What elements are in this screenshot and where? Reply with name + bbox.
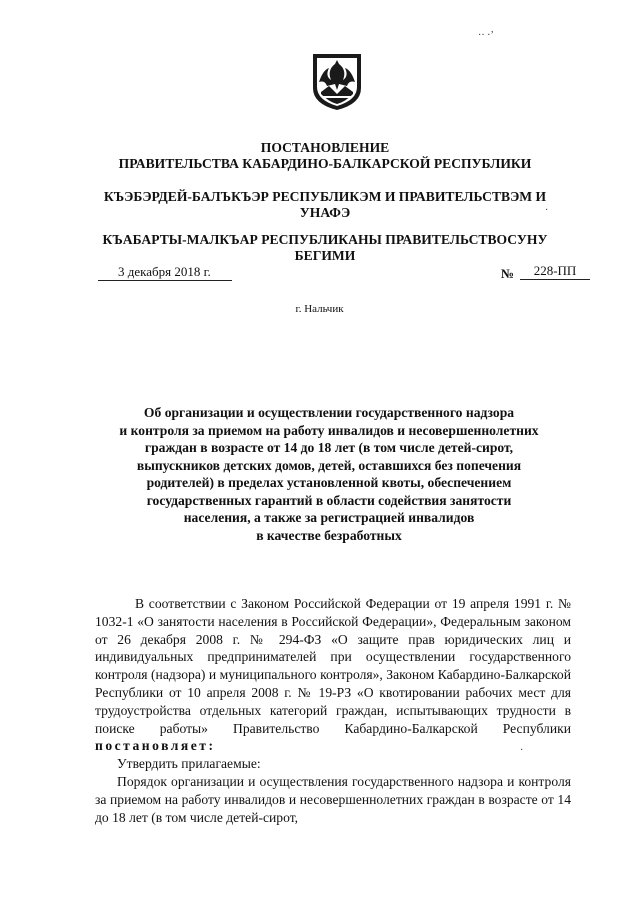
header-line-1: ПОСТАНОВЛЕНИЕ [260,140,390,155]
city: г. Нальчик [295,303,344,315]
scan-mark: · [545,205,549,216]
title-line: населения, а также за регистрацией инвалидов [183,510,475,525]
scan-mark: ·· ·’ [478,30,494,41]
document-title [80,404,578,544]
balkar-line-2: БЕГИМИ [294,248,356,263]
title-line: Об организации и осуществлении государственного надзора [143,405,515,420]
header-balkar [60,232,590,264]
title-line: родителей) в пределах установленной квоты, обеспечением [146,475,512,490]
preamble-text: В соответствии с Законом Российской Федерации от 19 апреля 1991 г. № 1032-1 «О занятости населения в Российской Федерации», Федеральным законом от 26 декабря 2008 г. № 294-ФЗ «О защите прав юридических лиц и индивидуальных предпринимателей при осуществлении государственного контроля (надзора) и муниципального контроля», Законом Кабардино-Балкарской Республики от 10 апреля 2008 г. № 19-РЗ «О квотировании рабочих мест для трудоустройства отдельных категорий граждан, испытывающих трудности в поиске работы» Правительство Кабардино-Балкарской Республики [95,596,571,736]
title-line: выпускников детских домов, детей, оставшихся без попечения [136,457,522,473]
document-number: 228-ПП [520,263,590,280]
paragraph-approve: Утвердить прилагаемые: [117,756,261,772]
title-line: и контроля за приемом на работу инвалидов и несовершеннолетних [119,422,539,438]
document-body [95,595,571,826]
header-title [60,140,590,172]
header-kabardian [60,189,590,221]
title-line: в качестве безработных [256,527,402,543]
balkar-line-1: КЪАБАРТЫ-МАЛКЪАР РЕСПУБЛИКАНЫ ПРАВИТЕЛЬСТВОСУНУ [102,232,548,247]
resolves-emphasis: постановляет: [95,738,216,754]
title-line: граждан в возрасте от 14 до 18 лет (в том числе детей-сирот, [144,440,514,455]
title-line: государственных гарантий в области содействия занятости [146,492,512,508]
document-date: 3 декабря 2018 г. [98,264,232,281]
kabardian-line-1: КЪЭБЭРДЕЙ-БАЛЪКЪЭР РЕСПУБЛИКЭМ И ПРАВИТЕЛЬСТВЭМ И [103,189,547,204]
paragraph-preamble [95,595,571,755]
number-label: № [501,266,515,281]
coat-of-arms-emblem [309,50,365,112]
paragraph-procedure: Порядок организации и осуществления государственного надзора и контроля за приемом на работу инвалидов и несовершеннолетних граждан в возрасте от 14 до 18 лет (в том числе детей-сирот, [95,773,571,825]
header-line-2: ПРАВИТЕЛЬСТВА КАБАРДИНО-БАЛКАРСКОЙ РЕСПУБЛИКИ [118,156,532,171]
scan-mark: · [520,745,524,756]
kabardian-line-2: УНАФЭ [299,205,351,220]
